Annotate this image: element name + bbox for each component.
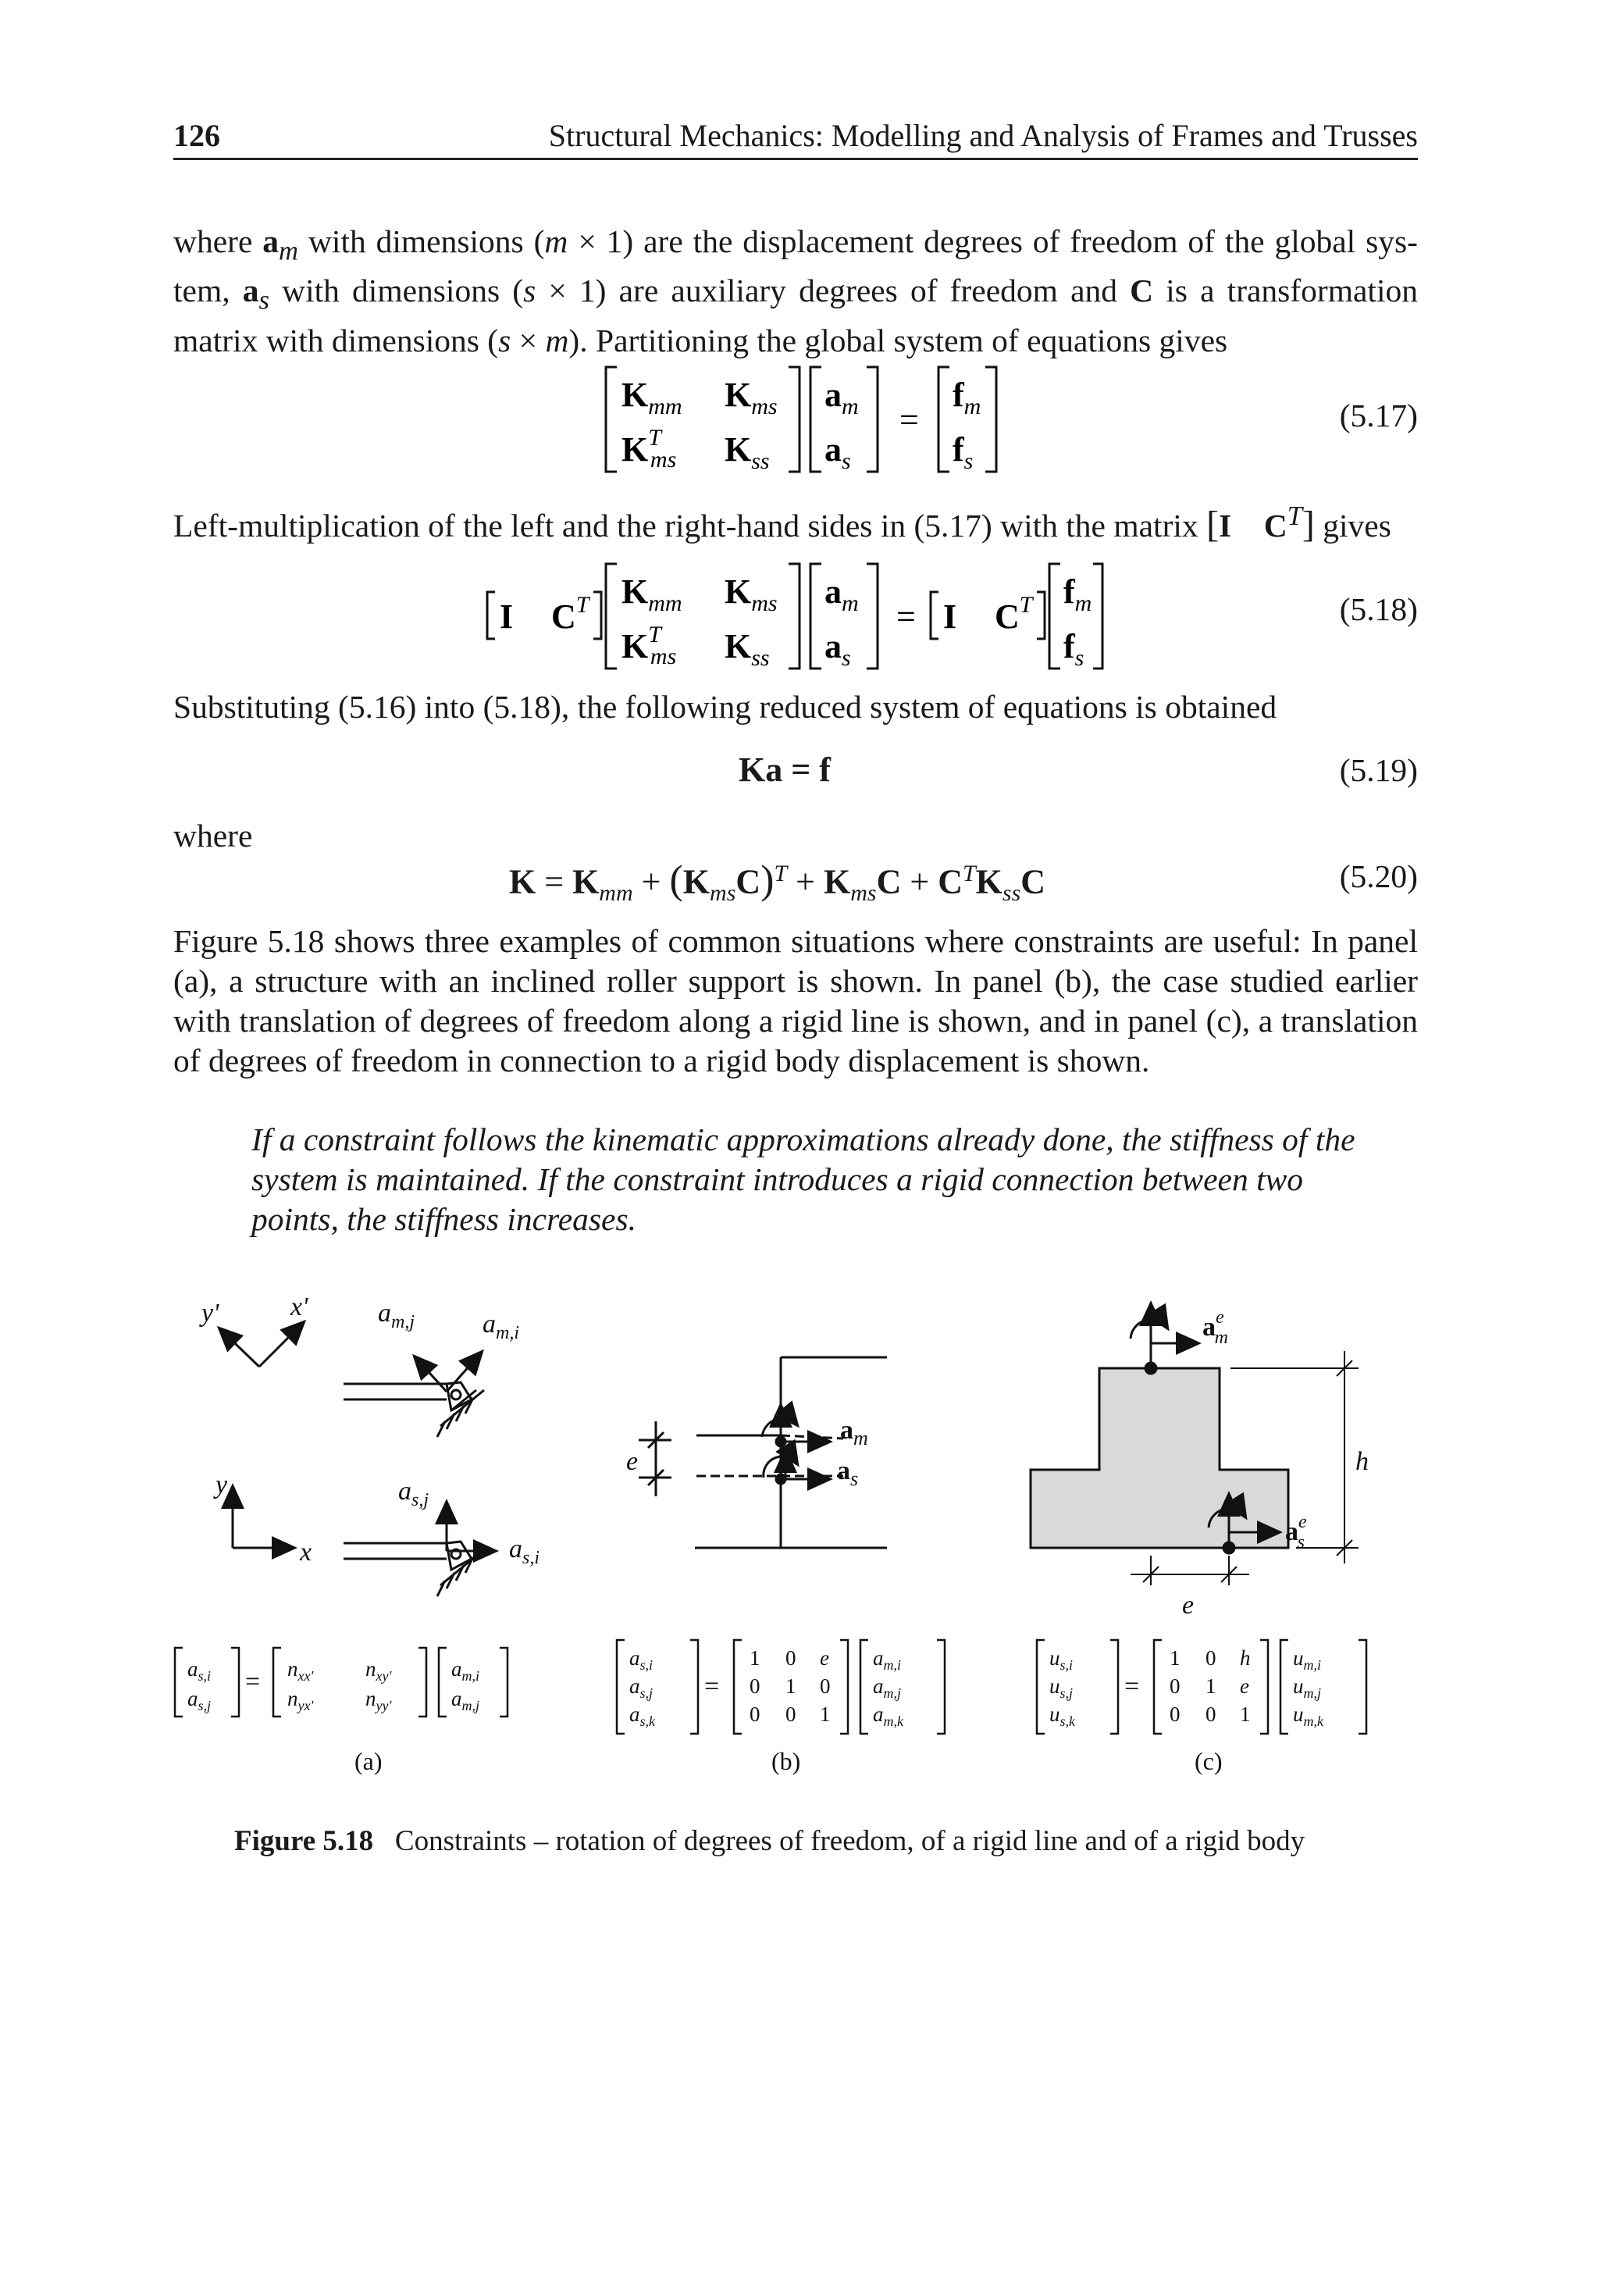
svg-text:=: = (1124, 1672, 1140, 1701)
svg-text:KTms: $K^T$ ms (621, 425, 677, 472)
equation-number-5-18: (5.18) (1339, 591, 1418, 627)
svg-text:fm: $f_m$ (953, 376, 981, 419)
svg-text:as,k: $a_{s,k}$ (629, 1702, 655, 1729)
figure-caption (234, 1824, 1405, 1858)
label-c-h: h (1355, 1447, 1369, 1476)
svg-text:0: 0 (1170, 1674, 1181, 1698)
svg-text:Kms: $K_{ms}$ (725, 376, 778, 419)
svg-text:0: 0 (1205, 1702, 1216, 1726)
svg-text:am,k: $a_{m,k}$ (873, 1702, 903, 1729)
svg-text:as,j: $a_{s,j}$ (187, 1687, 212, 1713)
svg-text:1: 1 (1170, 1646, 1181, 1670)
paragraph-3: Substituting (5.16) into (5.18), the following reduced system of equations is obtained (173, 689, 1277, 725)
svg-text:as: $a_s$ (824, 430, 851, 474)
svg-text:us,k: $u_{s,k}$ (1049, 1702, 1075, 1729)
label-y: y (215, 1471, 228, 1499)
svg-text:I: I (500, 597, 514, 636)
svg-text:am: $a_m$ (824, 376, 859, 419)
svg-text:1: 1 (1240, 1702, 1251, 1726)
svg-text:CT: $C^T$ (551, 592, 589, 636)
svg-text:0: 0 (750, 1702, 760, 1726)
svg-text:0: 0 (785, 1646, 796, 1670)
svg-text:CT: $C^T$ (995, 592, 1033, 636)
highlight-box-text: If a constraint follows the kinematic approximations already done, the stiffness of the system is maintained. If the constraint introduces a rigid connection between two points, the stiffness increases. (251, 1121, 1355, 1237)
equation-5-18 (481, 558, 1106, 675)
paragraph-1: where $a_m$ with dimensions (m × 1) are the displacement degrees of freedom of the global system, $a_s$ with dimensions (s × 1) are auxiliary degrees of freedom and C is a transformation matrix with dimensions (s × m). Partitioning the global system of equations gives (173, 223, 1418, 358)
matrix-a (175, 1648, 507, 1717)
label-asi: $a_{s,i}$ (509, 1535, 540, 1568)
caption-text: Constraints – rotation of degrees of freedom, of a rigid line and of a rigid body (394, 1825, 1305, 1857)
svg-text:fs: $f_s$ (1063, 627, 1084, 671)
svg-text:as: $a_s$ (824, 627, 851, 671)
svg-text:=: = (899, 401, 919, 439)
equation-5-19: Ka = f (739, 750, 831, 789)
matrix-b (617, 1640, 945, 1734)
running-title: Structural Mechanics: Modelling and Analysis of Frames and Trusses (548, 118, 1418, 153)
equation-number-5-17: (5.17) (1339, 398, 1418, 433)
svg-text:Kss: $K_{ss}$ (725, 627, 770, 671)
label-b-e: e (626, 1447, 639, 1476)
svg-text:Kmm: $K_{mm}$ (621, 376, 682, 419)
svg-text:=: = (896, 597, 916, 636)
svg-text:am: $a_m$ (824, 572, 859, 616)
panel-b-label: (b) (771, 1747, 801, 1775)
equation-5-20: $K = K_{mm} + (K_{ms}C)^T + K_{ms}C + C^TK_{ss}C$ (509, 857, 1046, 907)
panel-a-label: (a) (354, 1747, 383, 1775)
svg-text:Kss: $K_{ss}$ (725, 430, 770, 474)
svg-text:am,i: $a_{m,i}$ (873, 1646, 901, 1673)
svg-text:I: I (943, 597, 957, 636)
label-x-prime: x' (290, 1292, 308, 1321)
paragraph-5: Figure 5.18 shows three examples of common situations where constraints are useful: In panel (a), a structure with an inclined roller support is shown. In panel (b), the case studied earlier with translation of degrees of freedom along a rigid line is shown, and in panel (c), a translation of degrees of freedom in connection to a rigid body displacement is shown. (173, 923, 1418, 1078)
svg-text:1: 1 (785, 1674, 796, 1698)
svg-text:0: 0 (820, 1674, 831, 1698)
svg-text:us,i: $u_{s,i}$ (1049, 1646, 1074, 1673)
equation-number-5-20: (5.20) (1339, 858, 1418, 894)
matrix-c (1037, 1640, 1366, 1734)
svg-text:=: = (704, 1672, 720, 1701)
label-ami: $a_{m,i}$ (483, 1310, 519, 1343)
svg-text:1: 1 (750, 1646, 760, 1670)
svg-text:1: 1 (1205, 1674, 1216, 1698)
svg-text:nyy': $n_{yy'}$ (365, 1687, 392, 1713)
header-rule (173, 158, 1418, 160)
svg-text:Kms: $K_{ms}$ (725, 572, 778, 616)
svg-text:1: 1 (820, 1702, 831, 1726)
label-b-am: $a_m$ (840, 1416, 868, 1449)
label-c-e: e (1182, 1591, 1195, 1620)
where-label: where (173, 818, 253, 854)
label-amj: $a_{m,j}$ (378, 1299, 415, 1332)
svg-text:e: e (820, 1646, 829, 1670)
page-number: 126 (173, 118, 220, 153)
svg-text:0: 0 (750, 1674, 760, 1698)
svg-text:nxx': $n_{xx'}$ (287, 1657, 314, 1684)
caption-label: Figure 5.18 (234, 1825, 374, 1857)
panel-c-drawing (1031, 1303, 1359, 1585)
svg-text:us,j: $u_{s,j}$ (1049, 1674, 1074, 1701)
svg-text:as,j: $a_{s,j}$ (629, 1674, 653, 1701)
label-asj: $a_{s,j}$ (398, 1477, 429, 1510)
svg-text:0: 0 (1205, 1646, 1216, 1670)
panel-a-drawing (219, 1321, 497, 1596)
svg-text:KTms: $K^T$ ms (621, 622, 677, 669)
paragraph-2: Left-multiplication of the left and the right-hand sides in (5.17) with the matrix [I $C^T$] gives (173, 501, 1391, 545)
svg-text:0: 0 (785, 1702, 796, 1726)
svg-text:nxy': $n_{xy'}$ (365, 1657, 392, 1684)
svg-text:h: h (1240, 1646, 1251, 1670)
svg-text:Kmm: $K_{mm}$ (621, 572, 682, 616)
label-x: x (300, 1538, 312, 1567)
svg-text:fm: $f_m$ (1063, 572, 1092, 616)
svg-text:am,j: $a_{m,j}$ (451, 1687, 479, 1713)
label-b-as: $a_s$ (837, 1456, 859, 1490)
svg-text:um,i: $u_{m,i}$ (1293, 1646, 1321, 1673)
label-y-prime: y' (201, 1299, 219, 1328)
svg-text:as,i: $a_{s,i}$ (187, 1657, 212, 1684)
svg-text:um,j: $u_{m,j}$ (1293, 1674, 1321, 1701)
label-c-am: $a^e$ m (1202, 1307, 1228, 1348)
equation-number-5-19: (5.19) (1339, 752, 1418, 788)
svg-text:as,i: $a_{s,i}$ (629, 1646, 653, 1673)
svg-text:0: 0 (1170, 1702, 1181, 1726)
svg-text:um,k: $u_{m,k}$ (1293, 1702, 1323, 1729)
equation-5-17 (593, 361, 999, 478)
label-c-as: $a^e$ s (1285, 1512, 1307, 1553)
panel-b-drawing (639, 1357, 887, 1548)
svg-text:nyx': $n_{yx'}$ (287, 1687, 314, 1713)
svg-text:=: = (245, 1667, 261, 1696)
svg-text:fs: $f_s$ (953, 430, 974, 474)
svg-text:am,i: $a_{m,i}$ (451, 1657, 479, 1684)
figure-5-18 (156, 1273, 1452, 1788)
svg-text:am,j: $a_{m,j}$ (873, 1674, 901, 1701)
svg-text:e: e (1240, 1674, 1249, 1698)
panel-c-label: (c) (1195, 1747, 1223, 1775)
